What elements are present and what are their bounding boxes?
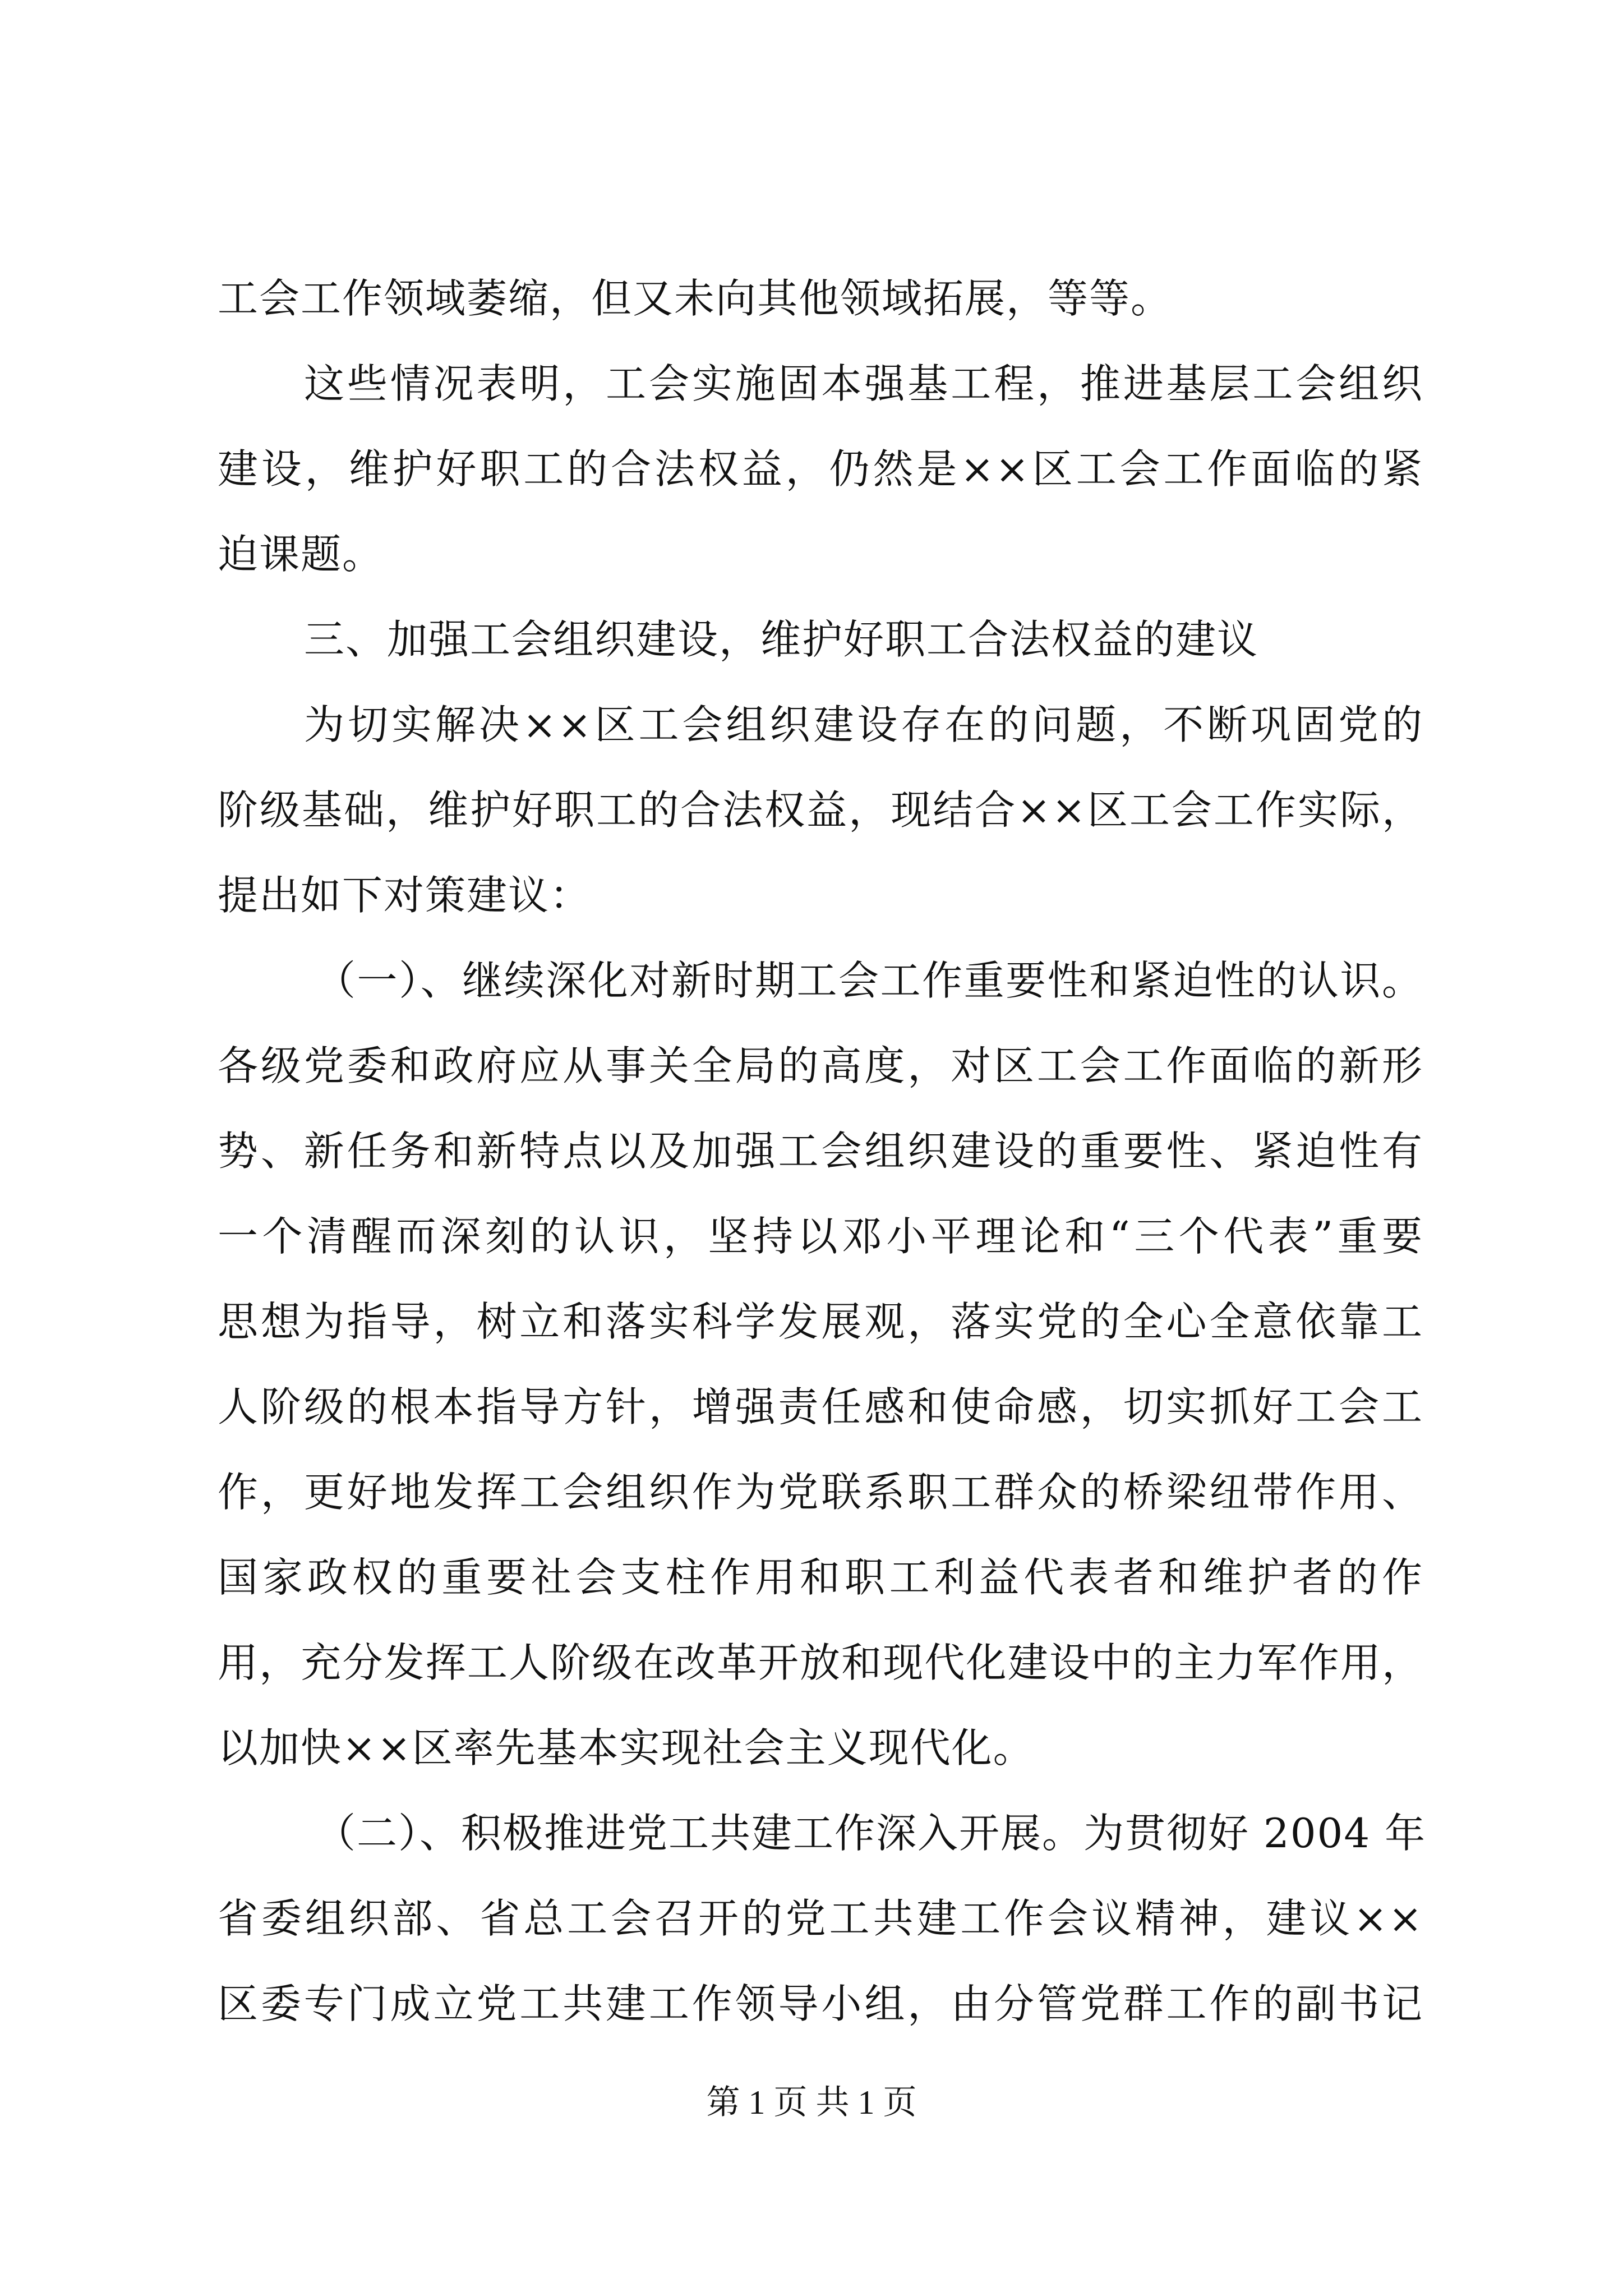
body-line-19: （二）、积极推进党工共建工作深入开展。为贯彻好 2004 年 [315, 1810, 1427, 1857]
body-line-8: 提出如下对策建议： [218, 872, 592, 919]
body-line-17: 用，充分发挥工人阶级在改革开放和现代化建设中的主力军作用， [218, 1639, 1423, 1686]
body-line-6: 为切实解决××区工会组织建设存在的问题，不断巩固党的 [304, 701, 1423, 748]
body-line-11: 势、新任务和新特点以及加强工会组织建设的重要性、紧迫性有 [218, 1128, 1423, 1175]
page-footer: 第 1 页 共 1 页 [706, 2084, 917, 2121]
body-line-5: 三、加强工会组织建设，维护好职工合法权益的建议 [304, 616, 1259, 663]
body-line-14: 人阶级的根本指导方针，增强责任感和使命感，切实抓好工会工 [218, 1383, 1423, 1430]
body-line-9: （一）、继续深化对新时期工会工作重要性和紧迫性的认识。 [315, 957, 1423, 1004]
body-line-21: 区委专门成立党工共建工作领导小组，由分管党群工作的副书记 [218, 1980, 1423, 2027]
body-line-1: 工会工作领域萎缩，但又未向其他领域拓展，等等。 [218, 275, 1173, 322]
body-line-18: 以加快××区率先基本实现社会主义现代化。 [218, 1724, 1035, 1772]
body-line-2: 这些情况表明，工会实施固本强基工程，推进基层工会组织 [304, 360, 1423, 407]
body-line-10: 各级党委和政府应从事关全局的高度，对区工会工作面临的新形 [218, 1042, 1423, 1089]
body-line-13: 思想为指导，树立和落实科学发展观，落实党的全心全意依靠工 [218, 1298, 1423, 1345]
body-line-12: 一个清醒而深刻的认识，坚持以邓小平理论和“三个代表”重要 [218, 1213, 1423, 1260]
body-line-3: 建设，维护好职工的合法权益，仍然是××区工会工作面临的紧 [218, 445, 1423, 493]
body-line-4: 迫课题。 [218, 531, 384, 578]
body-line-16: 国家政权的重要社会支柱作用和职工利益代表者和维护者的作 [218, 1554, 1423, 1601]
body-line-15: 作，更好地发挥工会组织作为党联系职工群众的桥梁纽带作用、 [218, 1469, 1423, 1516]
body-line-20: 省委组织部、省总工会召开的党工共建工作会议精神，建议×× [218, 1895, 1423, 1942]
body-line-7: 阶级基础，维护好职工的合法权益，现结合××区工会工作实际， [218, 786, 1423, 834]
